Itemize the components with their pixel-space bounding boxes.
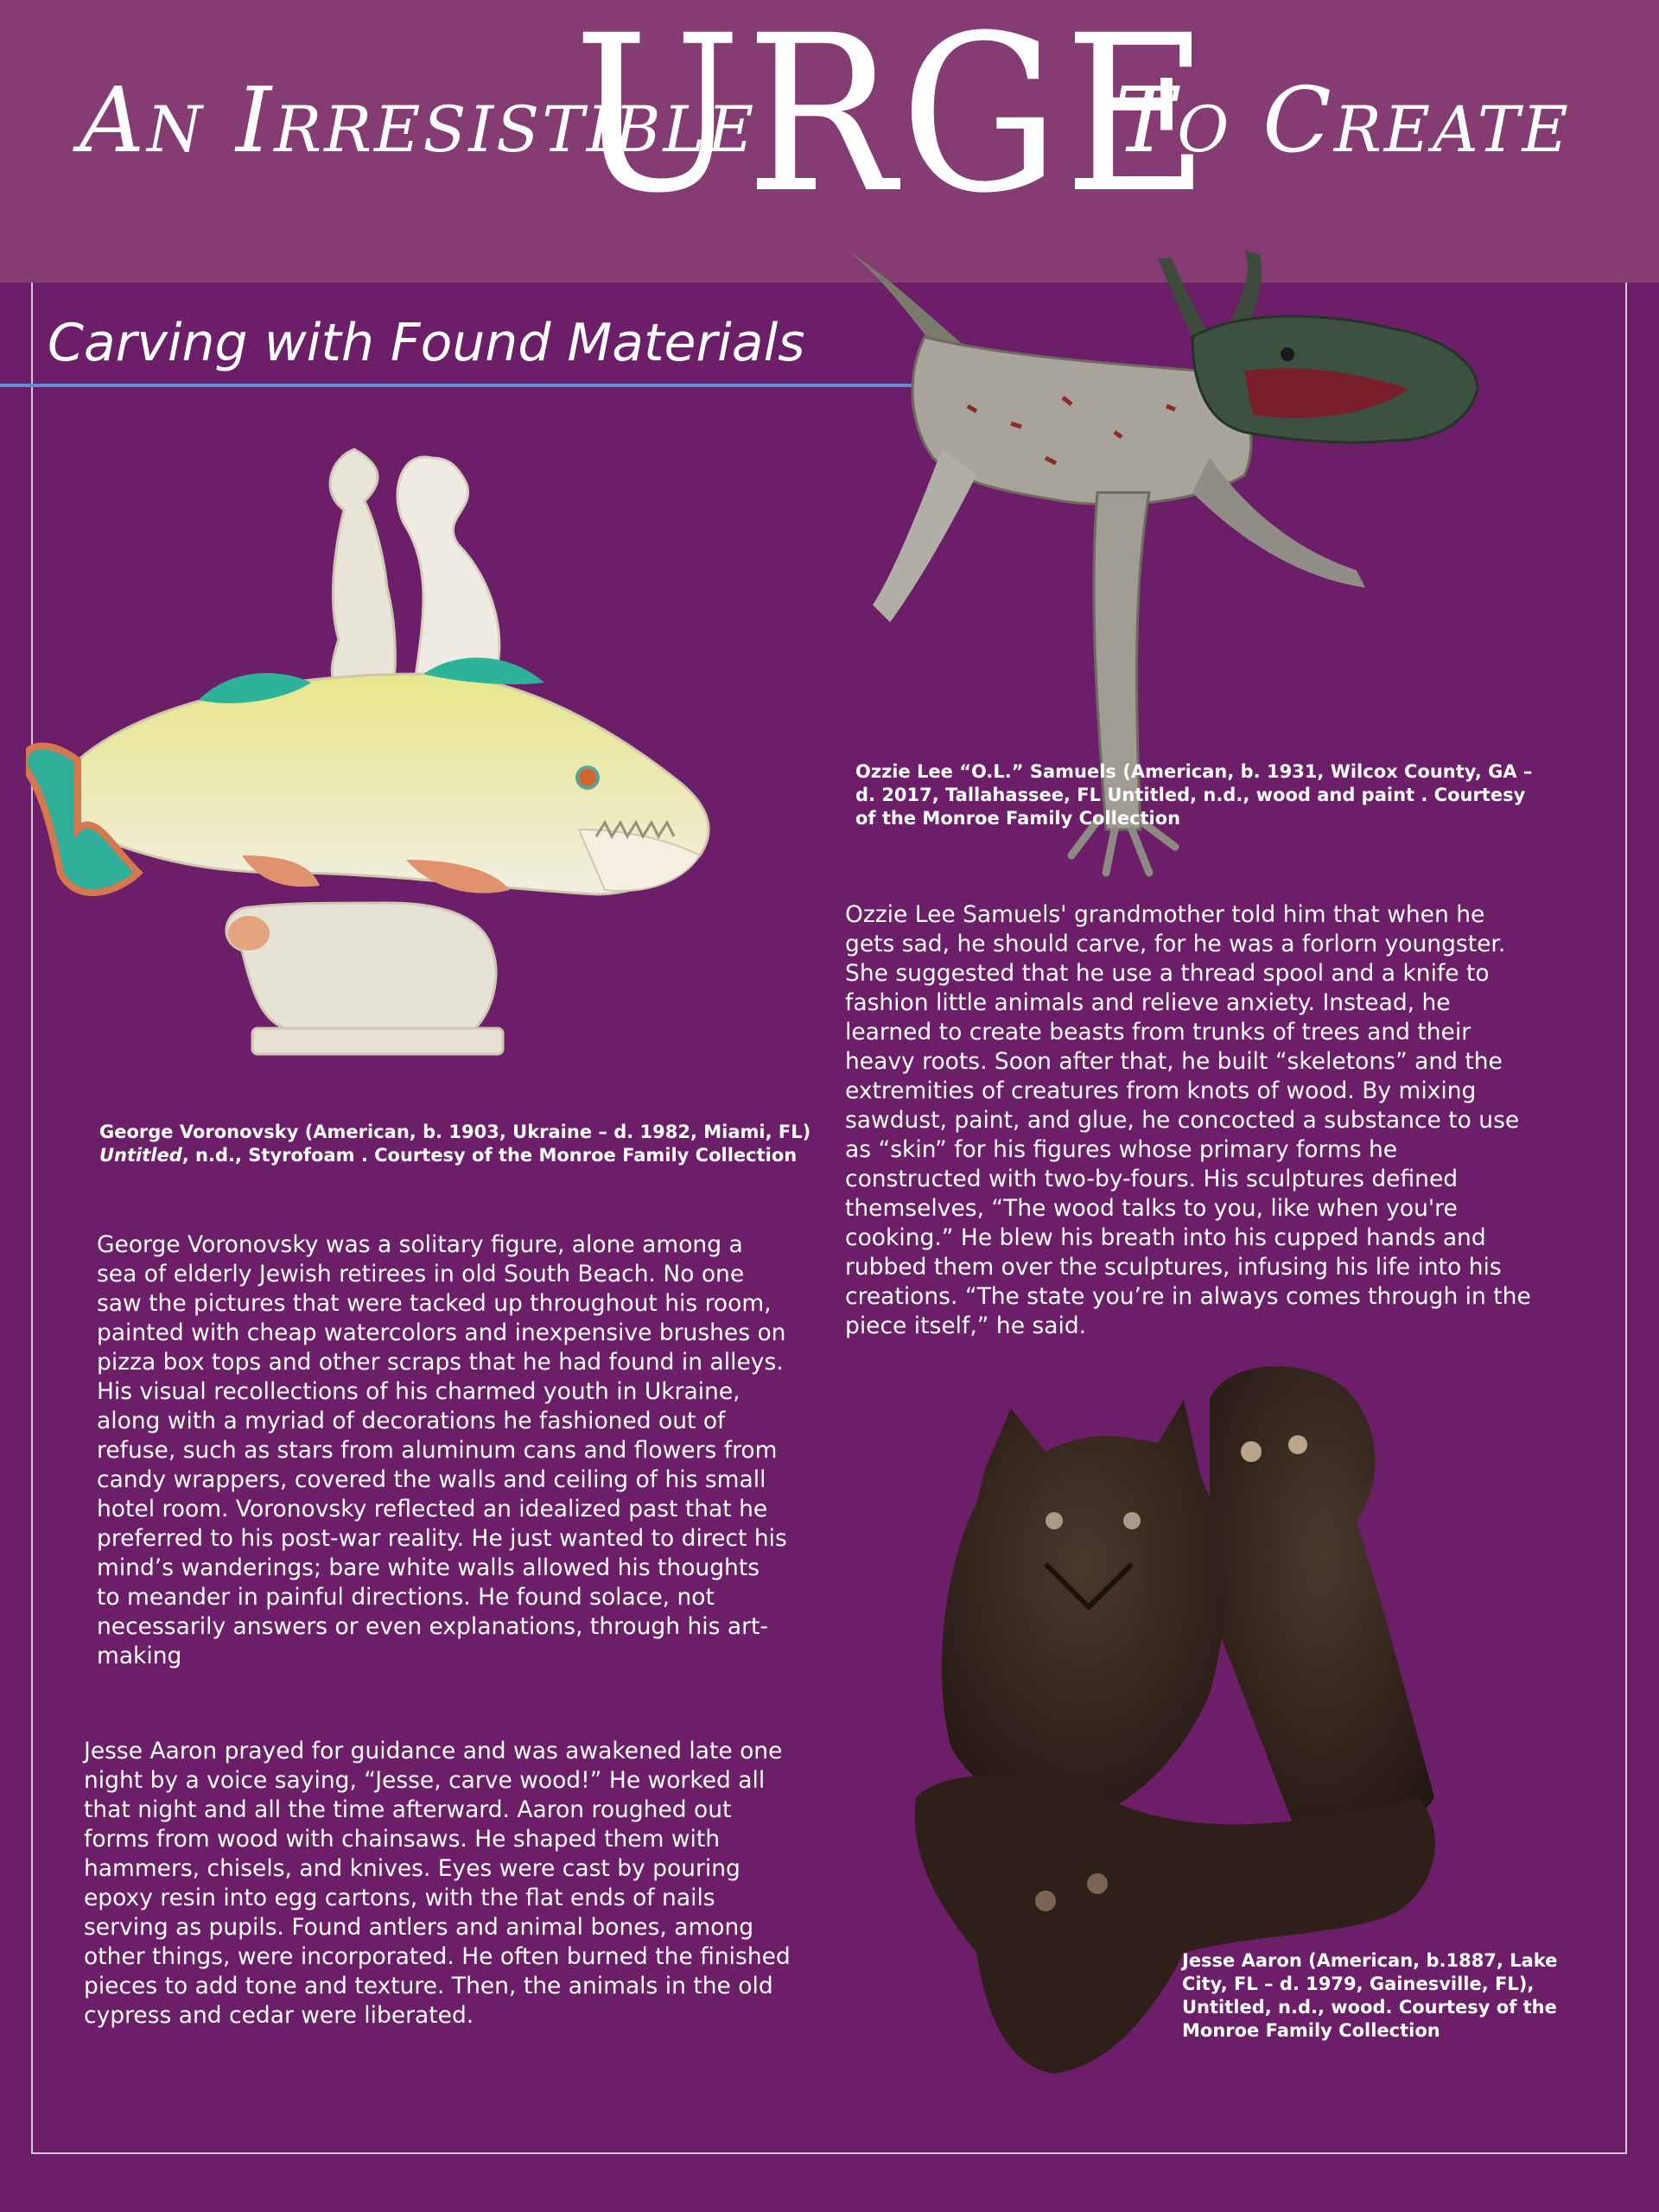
voronovsky-sculpture-image <box>26 423 717 1097</box>
voronovsky-caption-title: Untitled <box>99 1145 182 1166</box>
voronovsky-paragraph: George Voronovsky was a solitary figure, alone among a sea of elderly Jewish retirees in old South Beach. No one saw the pictures that were tacked up throughout his room, painted with cheap watercolors and inexpensive brushes on pizza box tops and other scraps that he had found in alleys. His visual recollections of his charmed youth in Ukraine, along with a myriad of decorations he fashioned out of refuse, such as stars from aluminum cans and flowers from candy wrappers, covered the walls and ceiling of his small hotel room. Voronovsky reflected an idealized past that he preferred to his post-war reality. He just wanted to direct his mind’s wanderings; bare white walls allowed his thoughts to meander in painful directions. He found solace, not necessarily answers or even explanations, through his art-making <box>97 1231 787 1669</box>
samuels-caption: Ozzie Lee “O.L.” Samuels (American, b. 1931, Wilcox County, GA – d. 2017, Tallahassee, FL Untitled, n.d., wood and paint . Courtesy of the Monroe Family Collection <box>855 761 1533 829</box>
voronovsky-caption-line2 <box>99 1144 817 1167</box>
section-rule <box>0 384 916 387</box>
section-title: Carving with Found Materials <box>48 313 805 373</box>
title-main-word: URGE <box>574 0 1214 240</box>
voronovsky-caption-rest: , n.d., Styrofoam . Courtesy of the Monroe Family Collection <box>181 1145 798 1166</box>
samuels-paragraph: Ozzie Lee Samuels' grandmother told him that when he gets sad, he should carve, for he was a forlorn youngster. She suggested that he use a thread spool and a knife to fashion little animals and relieve anxiety. Instead, he learned to create beasts from trunks of trees and their heavy roots. Soon after that, he built “skeletons” and the extremities of creatures from knots of wood. By mixing sawdust, paint, and glue, he concocted a substance to use as “skin” for his figures whose primary forms he constructed with two-by-fours. His sculptures defined themselves, “The wood talks to you, like when you're cooking.” He blew his breath into his cupped hands and rubbed them over the sculptures, infusing his life into his creations. “The state you’re in always comes through in the piece itself,” he said. <box>845 901 1531 1339</box>
voronovsky-caption-line1: George Voronovsky (American, b. 1903, Ukraine – d. 1982, Miami, FL) <box>99 1122 811 1142</box>
aaron-caption: Jesse Aaron (American, b.1887, Lake City, FL – d. 1979, Gainesville, FL), Untitled, n.d., wood. Courtesy of the Monroe Family Collection <box>1182 1950 1558 2041</box>
voronovsky-caption <box>99 1121 817 1167</box>
aaron-paragraph: Jesse Aaron prayed for guidance and was awakened late one night by a voice saying, “Jesse, carve wood!” He worked all that night and all the time afterward. Aaron roughed out forms from wood with chainsaws. He shaped them with hammers, chisels, and knives. Eyes were cast by pouring epoxy resin into egg cartons, with the flat ends of nails serving as pupils. Found antlers and animal bones, among other things, were incorporated. He often burned the finished pieces to add tone and texture. Then, the animals in the old cypress and cedar were liberated. <box>84 1738 791 2029</box>
title-part-2: To Create <box>1115 67 1571 173</box>
title-part-1: An Irresistible <box>79 67 757 173</box>
